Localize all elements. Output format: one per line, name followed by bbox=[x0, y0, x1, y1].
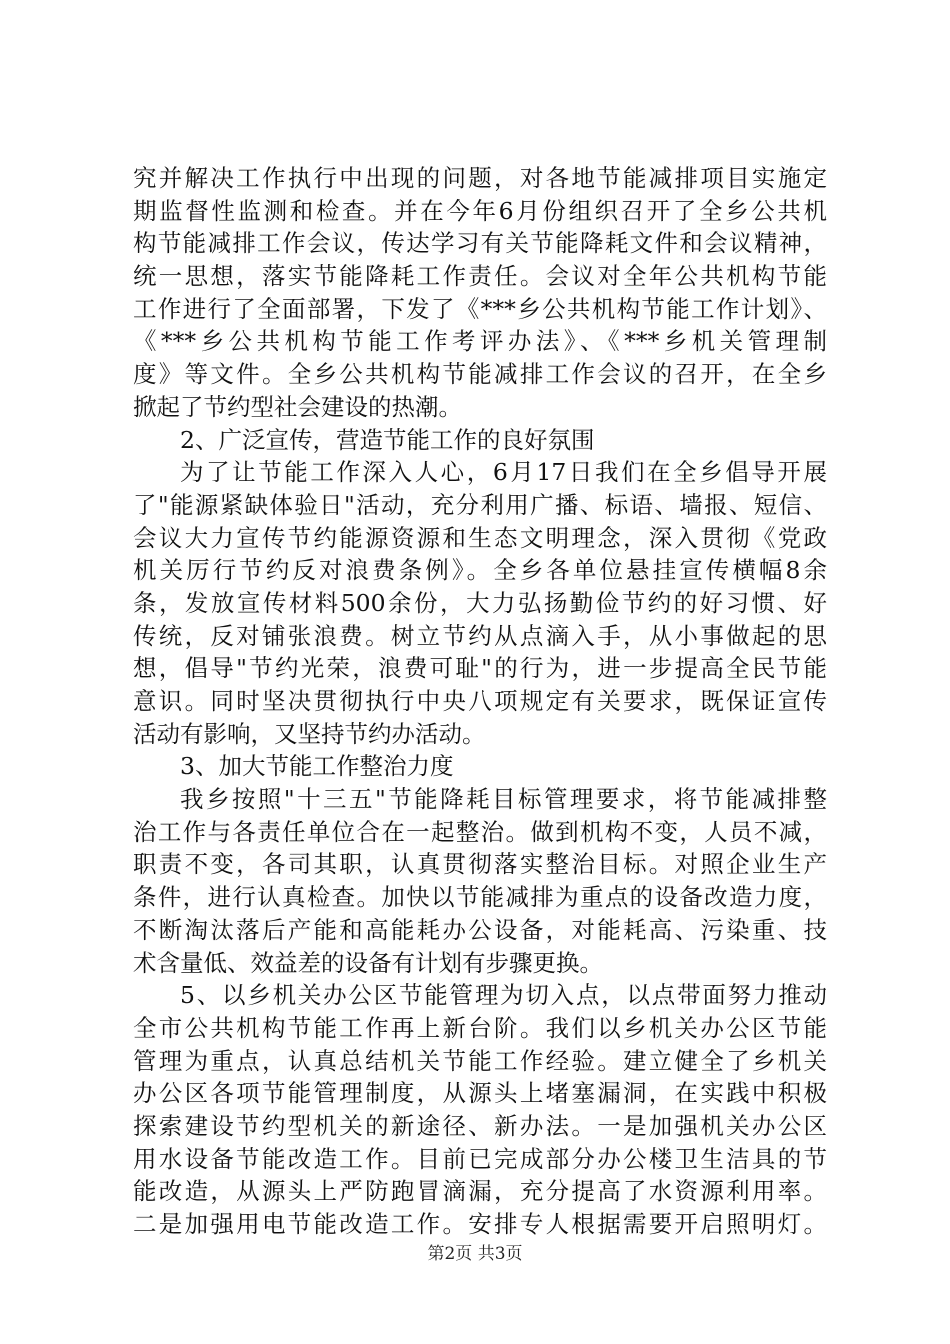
document-body bbox=[133, 162, 827, 1241]
body-line: 我乡按照"十三五"节能降耗目标管理要求，将节能减排整 bbox=[180, 785, 827, 814]
body-line: 传统，反对铺张浪费。树立节约从点滴入手，从小事做起的思 bbox=[133, 621, 827, 650]
body-line: 机关厉行节约反对浪费条例》。全乡各单位悬挂宣传横幅8余 bbox=[133, 556, 827, 585]
body-line: 了"能源紧缺体验日"活动，充分利用广播、标语、墙报、短信、 bbox=[133, 490, 827, 519]
body-line: 全市公共机构节能工作再上新台阶。我们以乡机关办公区节能 bbox=[133, 1013, 827, 1042]
body-line: 度》等文件。全乡公共机构节能减排工作会议的召开，在全乡 bbox=[133, 360, 827, 389]
body-line: 能改造，从源头上严防跑冒滴漏，充分提高了水资源利用率。 bbox=[133, 1177, 827, 1206]
section-heading: 2、广泛宣传，营造节能工作的良好氛围 bbox=[180, 425, 595, 454]
body-line: 条，发放宣传材料500余份，大力弘扬勤俭节约的好习惯、好 bbox=[133, 588, 827, 617]
body-line: 办公区各项节能管理制度，从源头上堵塞漏洞，在实践中积极 bbox=[133, 1079, 827, 1108]
body-line: 《***乡公共机构节能工作考评办法》、《***乡机关管理制 bbox=[133, 327, 827, 356]
body-line: 管理为重点，认真总结机关节能工作经验。建立健全了乡机关 bbox=[133, 1046, 827, 1075]
body-line: 会议大力宣传节约能源资源和生态文明理念，深入贯彻《党政 bbox=[133, 523, 827, 552]
body-line: 术含量低、效益差的设备有计划有步骤更换。 bbox=[133, 948, 603, 977]
body-line: 用水设备节能改造工作。目前已完成部分办公楼卫生洁具的节 bbox=[133, 1144, 827, 1173]
section-heading: 3、加大节能工作整治力度 bbox=[180, 752, 454, 781]
body-line: 条件，进行认真检查。加快以节能减排为重点的设备改造力度， bbox=[133, 883, 827, 912]
body-line: 想，倡导"节约光荣，浪费可耻"的行为，进一步提高全民节能 bbox=[133, 654, 827, 683]
body-line: 意识。同时坚决贯彻执行中央八项规定有关要求，既保证宣传 bbox=[133, 687, 827, 715]
body-line: 掀起了节约型社会建设的热潮。 bbox=[133, 392, 462, 421]
body-line: 期监督性监测和检查。并在今年6月份组织召开了全乡公共机 bbox=[133, 196, 827, 225]
body-line: 活动有影响，又坚持节约办活动。 bbox=[133, 719, 486, 748]
body-line: 为了让节能工作深入人心，6月17日我们在全乡倡导开展 bbox=[180, 458, 827, 487]
page-footer: 第2页 共3页 bbox=[427, 1244, 523, 1264]
section-heading: 5、以乡机关办公区节能管理为切入点，以点带面努力推动 bbox=[180, 981, 827, 1010]
body-line: 治工作与各责任单位合在一起整治。做到机构不变，人员不减， bbox=[133, 817, 827, 846]
body-line: 探索建设节约型机关的新途径、新办法。一是加强机关办公区 bbox=[133, 1111, 827, 1140]
body-line: 统一思想，落实节能降耗工作责任。会议对全年公共机构节能 bbox=[133, 262, 827, 291]
body-line: 构节能减排工作会议，传达学习有关节能降耗文件和会议精神， bbox=[133, 229, 827, 258]
body-line: 工作进行了全面部署，下发了《***乡公共机构节能工作计划》、 bbox=[133, 294, 827, 323]
body-line: 不断淘汰落后产能和高能耗办公设备，对能耗高、污染重、技 bbox=[133, 915, 827, 944]
body-line: 究并解决工作执行中出现的问题，对各地节能减排项目实施定 bbox=[133, 164, 827, 192]
body-line: 二是加强用电节能改造工作。安排专人根据需要开启照明灯。 bbox=[133, 1210, 827, 1238]
body-line: 职责不变，各司其职，认真贯彻落实整治目标。对照企业生产 bbox=[133, 850, 827, 879]
